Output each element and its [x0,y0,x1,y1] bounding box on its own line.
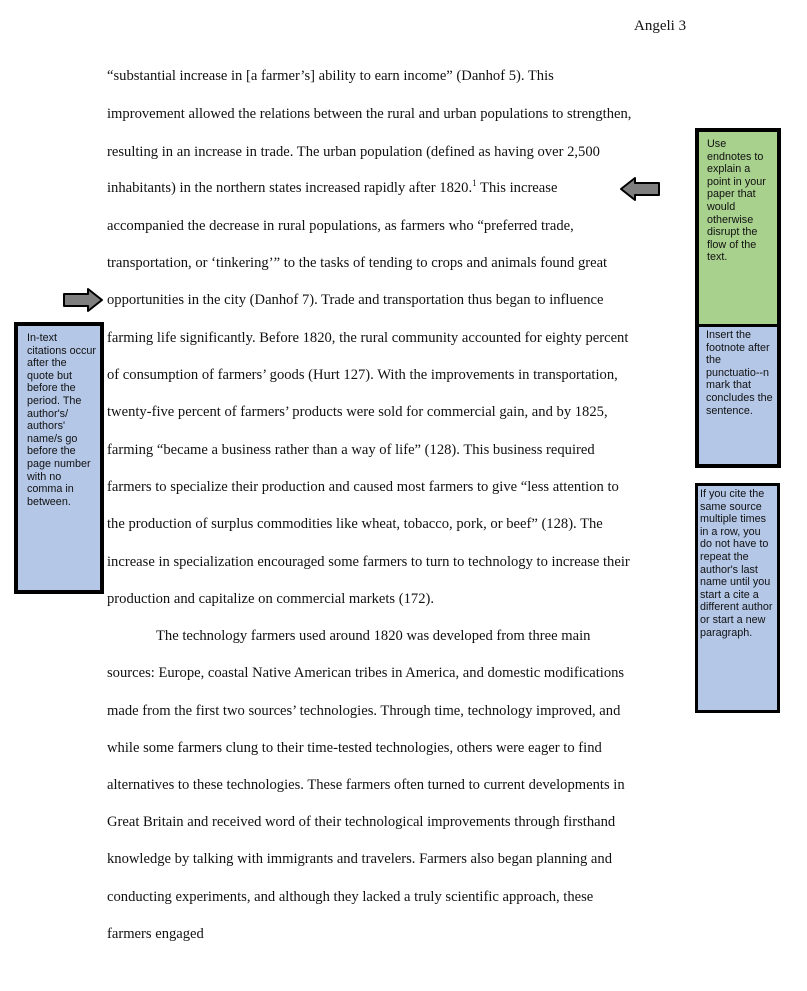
body-line-18: made from the first two sources’ technologies. Through time, technology improved, and [107,703,621,719]
body-line-19: while some farmers clung to their time-tested technologies, others were eager to find [107,740,602,756]
body-line-13: the production of surplus commodities like wheat, tobacco, pork, or beef” (128). The [107,516,603,532]
body-line-24: farmers engaged [107,926,204,942]
body-line-4-text: inhabitants) in the northern states increased rapidly after 1820. [107,180,473,196]
body-line-11: farming “became a business rather than a way of life” (128). This business required [107,442,595,458]
body-line-3: resulting in an increase in trade. The urban population (defined as having over 2,500 [107,144,600,160]
left-arrow-icon [619,176,661,202]
body-line-8: farming life significantly. Before 1820, the rural community accounted for eighty percent [107,330,629,346]
body-line-4-tail: This increase [476,180,558,196]
body-line-21: Great Britain and received word of their technological improvements through firsthand [107,814,616,830]
footnote-marker: 1 [472,178,477,188]
page-header: Angeli 3 [634,18,687,34]
body-line-10: twenty-five percent of farmers’ products were sold for commercial gain, and by 1825, [107,404,608,420]
body-line-15: production and capitalize on commercial markets (172). [107,591,435,607]
body-line-17: sources: Europe, coastal Native American tribes in America, and domestic modifications [107,665,625,681]
body-line-12: farmers to specialize their production and caused most farmers to give “less attention to [107,479,619,495]
body-line-5: accompanied the decrease in rural populations, as farmers who “preferred trade, [107,218,574,234]
body-line-14: increase in specialization encouraged some farmers to turn to technology to increase their [107,554,630,570]
body-line-4 [107,178,557,198]
body-line-23: conducting experiments, and although they lacked a truly scientific approach, these [107,889,594,905]
body-line-22: knowledge by talking with immigrants and travelers. Farmers also began planning and [107,851,612,867]
body-line-6: transportation, or ‘tinkering’” to the tasks of tending to crops and animals found great [107,255,608,271]
body-line-1: “substantial increase in [a farmer’s] ability to earn income” (Danhof 5). This [107,68,554,84]
in-text-citation-annotation: In-text citations occur after the quote but before the period. The author's/ authors' name/s go before the page number with no comma in between. [14,322,104,594]
right-arrow-icon [62,287,104,313]
footnote-annotation: Insert the footnote after the punctuatio--n mark that concludes the sentence. [695,324,781,468]
body-line-16: The technology farmers used around 1820 was developed from three main [156,628,591,644]
body-line-7: opportunities in the city (Danhof 7). Trade and transportation thus began to influence [107,292,604,308]
repeat-citation-annotation: If you cite the same source multiple times in a row, you do not have to repeat the author's last name until you start a cite a different author or start a new paragraph. [695,483,780,713]
body-line-20: alternatives to these technologies. These farmers often turned to current developments in [107,777,625,793]
endnote-annotation: Use endnotes to explain a point in your paper that would otherwise disrupt the flow of the text. [695,128,781,328]
body-line-9: of consumption of farmers’ goods (Hurt 127). With the improvements in transportation, [107,367,618,383]
body-line-2: improvement allowed the relations between the rural and urban populations to strengthen, [107,106,632,122]
